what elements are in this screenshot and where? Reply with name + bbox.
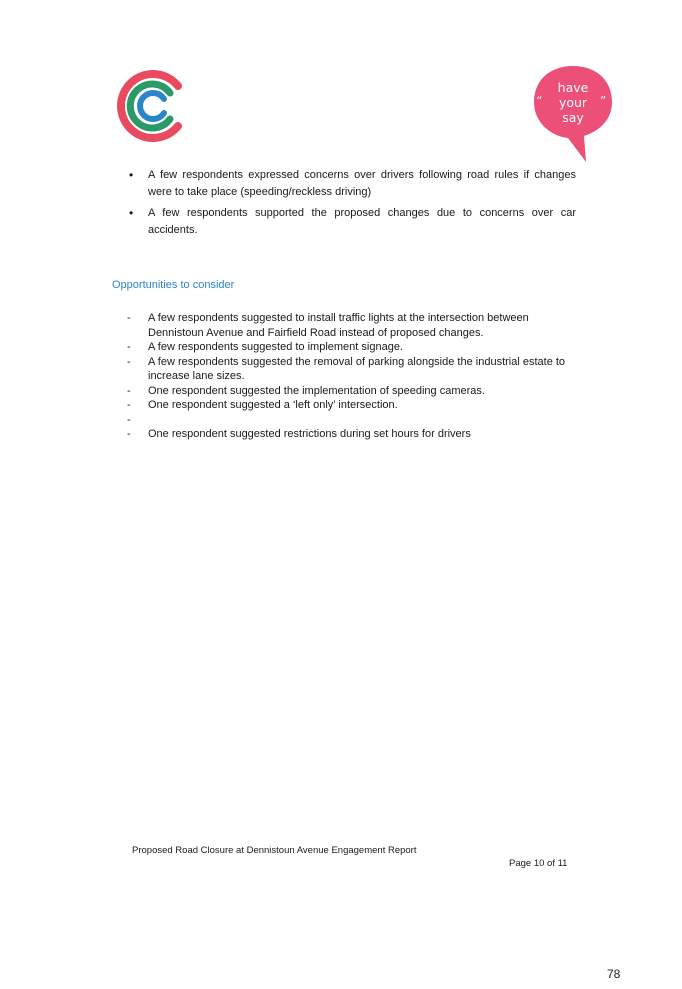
bullet-item: • A few respondents expressed concerns over drivers following road rules if changes were to take place (speeding/reckless driving) <box>126 167 576 201</box>
list-item-empty <box>127 413 577 428</box>
page-number: 78 <box>607 967 621 981</box>
concerns-bullet-list <box>126 167 576 243</box>
footer-report-title: Proposed Road Closure at Dennistoun Avenue Engagement Report <box>132 845 417 856</box>
logo-text-your: your <box>558 95 588 110</box>
opportunities-list <box>127 311 577 442</box>
council-c-logo-icon <box>112 68 192 144</box>
quote-open-icon: “ <box>536 94 543 108</box>
list-item: - A few respondents suggested to implement signage. <box>127 340 577 355</box>
list-item: - A few respondents suggested the removal of parking alongside the industrial estate to increase lane sizes. <box>127 355 577 384</box>
list-item: - One respondent suggested the implementation of speeding cameras. <box>127 384 577 399</box>
section-heading: Opportunities to consider <box>112 279 235 291</box>
bullet-item: • A few respondents supported the proposed changes due to concerns over car accidents. <box>126 205 576 239</box>
list-item: - One respondent suggested restrictions during set hours for drivers <box>127 427 577 442</box>
quote-close-icon: ” <box>600 94 607 108</box>
have-your-say-logo <box>528 62 618 166</box>
list-item: - One respondent suggested a ‘left only’ intersection. <box>127 398 577 413</box>
logo-text-say: say <box>562 110 584 125</box>
footer-page-indicator: Page 10 of 11 <box>509 858 568 869</box>
list-item: - A few respondents suggested to install traffic lights at the intersection between Dennistoun Avenue and Fairfield Road instead of proposed changes. <box>127 311 577 340</box>
logo-text-have: have <box>557 80 589 95</box>
